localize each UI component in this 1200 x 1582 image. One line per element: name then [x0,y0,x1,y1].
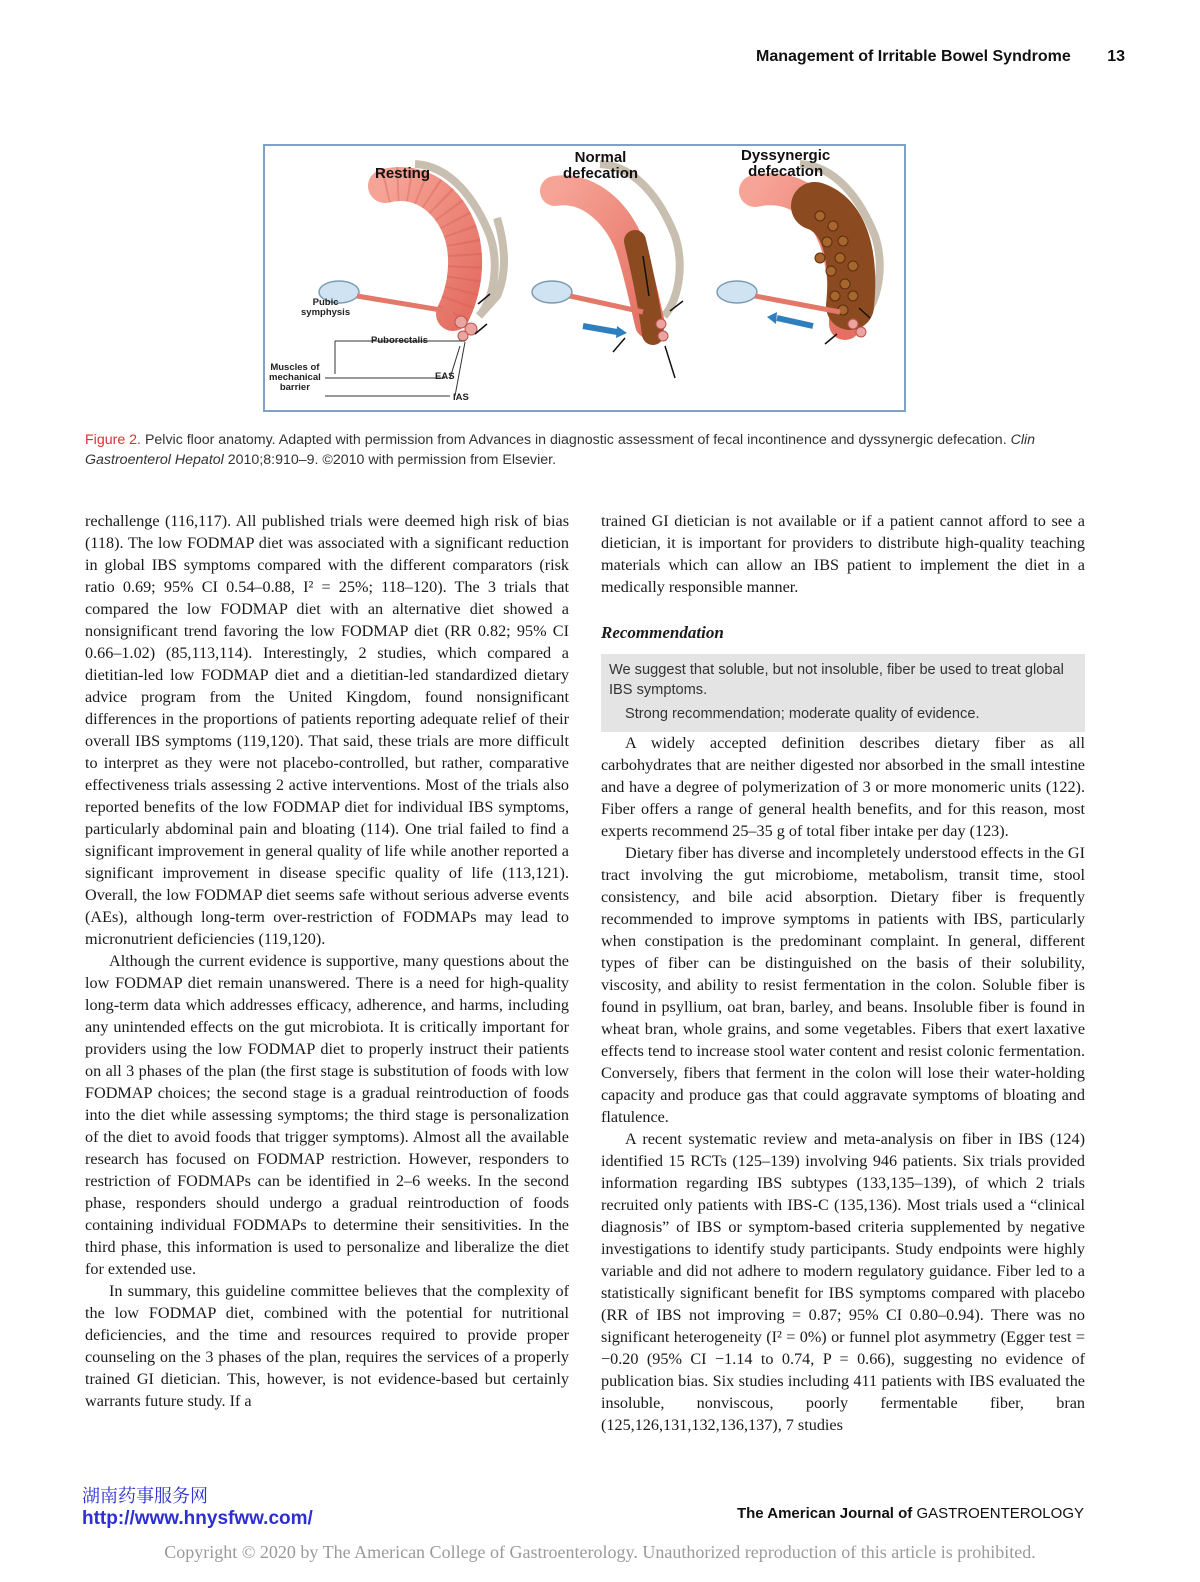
watermark-url[interactable]: http://www.hnysfww.com/ [82,1508,313,1529]
paragraph: In summary, this guideline committee believes that the complexity of the low FODMAP diet, combined with the potential for nutritional deficiencies, and the time and resources required to provide proper counseling on the 3 phases of the plan, requires the services of a properly trained GI dietician. This, however, is not evidence-based but certainly warrants future study. If a [85,1282,569,1410]
panel-title-dyssynergic: Dyssynergic defecation [741,147,831,180]
label-puborectalis: Puborectalis [371,335,429,346]
label-ias: IAS [453,392,469,403]
paragraph: A widely accepted definition describes dietary fiber as all carbohydrates that are neither digested nor absorbed in the small intestine and have a degree of polymerization of 3 or more monomeric units (122). Fiber offers a range of general health benefits, and for this reason, most experts recommend 25–35 g of total fiber intake per day (123). [601,734,1085,840]
journal-prefix: The American Journal of [736,1505,913,1522]
watermark [82,1486,313,1530]
figure-pelvic-floor [263,144,906,412]
panel-title-normal: Normal defecation [563,149,639,182]
recommendation-text: We suggest that soluble, but not insoluble, fiber be used to treat global IBS symptoms. [609,662,1064,698]
pelvic-floor-illustration [265,146,904,410]
label-pubic-symphysis: Pubic symphysis [301,297,351,318]
panel-resting [319,164,504,396]
page-number: 13 [1107,48,1125,65]
running-title: Management of Irritable Bowel Syndrome [756,48,1071,65]
figure-number: Figure 2. [85,432,141,448]
recommendation-box [601,654,1085,732]
copyright-notice: Copyright © 2020 by The American College of Gastroenterology. Unauthorized reproduction of this article is prohibited. [164,1542,1036,1562]
right-column [601,510,1085,1436]
panel-dyssynergic-defecation [717,164,880,344]
caption-tail: 2010;8:910–9. ©2010 with permission from Elsevier. [223,452,557,468]
caption-text: Pelvic floor anatomy. Adapted with permission from Advances in diagnostic assessment of fecal incontinence and dyssynergic defecation. [141,432,1011,448]
left-column [85,510,569,1412]
journal-footer [737,1505,1084,1522]
label-muscles-barrier: Muscles of mechanical barrier [269,362,321,393]
paragraph: Although the current evidence is supportive, many questions about the low FODMAP diet remain unanswered. There is a need for high-quality long-term data which addresses efficacy, adherence, and harms, including any unintended effects on the gut microbiota. It is critically important for providers using the low FODMAP diet to properly instruct their patients on all 3 phases of the plan (the first stage is substitution of foods with low FODMAP choices; the second stage is a gradual reintroduction of foods into the diet while assessing symptoms; the third stage is personalization of the diet to avoid foods that trigger symptoms). Almost all the available research has focused on FODMAP restriction. However, responders to restriction of FODMAPs can be identified in 2–6 weeks. In the second phase, responders should undergo a gradual reintroduction of foods containing individual FODMAPs to determine their sensitivities. In the third phase, this information is used to personalize and liberalize the diet for extended use. [85,952,569,1278]
paragraph: rechallenge (116,117). All published trials were deemed high risk of bias (118). The low FODMAP diet was associated with a significant reduction in global IBS symptoms compared with the different comparators (risk ratio 0.69; 95% CI 0.54–0.88, I² = 25%; 118–120). The 3 trials that compared the low FODMAP diet with an alternative diet showed a nonsignificant trend favoring the low FODMAP diet (RR 0.82; 95% CI 0.66–1.02) (85,113,114). Interestingly, 2 studies, which compared a dietitian-led low FODMAP diet and a dietitian-led standardized dietary advice program from the United Kingdom, found nonsignificant differences in the proportions of patients reporting adequate relief of their overall IBS symptoms (119,120). That said, these trials are more difficult to interpret as they were not placebo-controlled, but rather, comparative effectiveness trials assessing 2 active interventions. Most of the trials also reported benefits of the low FODMAP diet for individual IBS symptoms, particularly abdominal pain and bloating (114). One trial failed to find a significant improvement in general quality of life while another reported a significant improvement in disease specific quality of life (113,121). Overall, the low FODMAP diet seems safe without serious adverse events (AEs), although long-term over-restriction of FODMAPs may lead to micronutrient deficiencies (119,120). [85,512,569,948]
label-eas: EAS [435,371,455,382]
running-header [756,48,1125,66]
paragraph: A recent systematic review and meta-analysis on fiber in IBS (124) identified 15 RCTs (125–139) involving 946 patients. Six trials provided information regarding IBS subtypes (133,135–139), of which 2 trials recruited only patients with IBS-C (135,136). Most trials used a “clinical diagnosis” of IBS or symptom-based criteria supplemented by negative investigations to identify study participants. Study endpoints were highly variable and did not adhere to modern regulatory guidance. Fiber led to a statistically significant benefit for IBS symptoms compared with placebo (RR of IBS not improving = 0.87; 95% CI 0.80–0.94). There was no significant heterogeneity (I² = 0%) or funnel plot asymmetry (Egger test = −0.20 (95% CI −1.14 to 0.74, P = 0.66), suggesting no evidence of publication bias. Six studies including 411 patients with IBS evaluated the insoluble, nonviscous, poorly fermentable fiber, bran (125,126,131,132,136,137), 7 studies [601,1130,1085,1434]
recommendation-strength: Strong recommendation; moderate quality of evidence. [625,706,980,722]
recommendation-heading: Recommendation [601,623,724,642]
caption-journal: Clin Gastroenterol Hepatol [85,432,1036,468]
paragraph: trained GI dietician is not available or if a patient cannot afford to see a dietician, it is important for providers to distribute high-quality teaching materials which can allow an IBS patient to implement the diet in a medically responsible manner. [601,512,1085,596]
panel-normal-defecation [532,164,683,378]
watermark-site-name: 湖南药事服务网 [82,1486,208,1507]
figure-caption [85,430,1090,470]
journal-name: GASTROENTEROLOGY [912,1505,1084,1522]
panel-title-resting: Resting [375,165,431,182]
paragraph: Dietary fiber has diverse and incompletely understood effects in the GI tract involving the gut microbiome, metabolism, transit time, stool consistency, and bile acid absorption. Dietary fiber is frequently recommended to improve symptoms in patients with IBS, particularly when constipation is the predominant complaint. In general, different types of fiber can be distinguished on the basis of their solubility, viscosity, and ability to resist fermentation in the colon. Soluble fiber is found in psyllium, oat bran, barley, and beans. Insoluble fiber is found in wheat bran, whole grains, and some vegetables. Fibers that exert laxative effects tend to increase stool water content and resist colonic fermentation. Conversely, fibers that ferment in the colon will lose their water-holding capacity and produce gas that could aggravate symptoms of bloating and flatulence. [601,844,1085,1126]
